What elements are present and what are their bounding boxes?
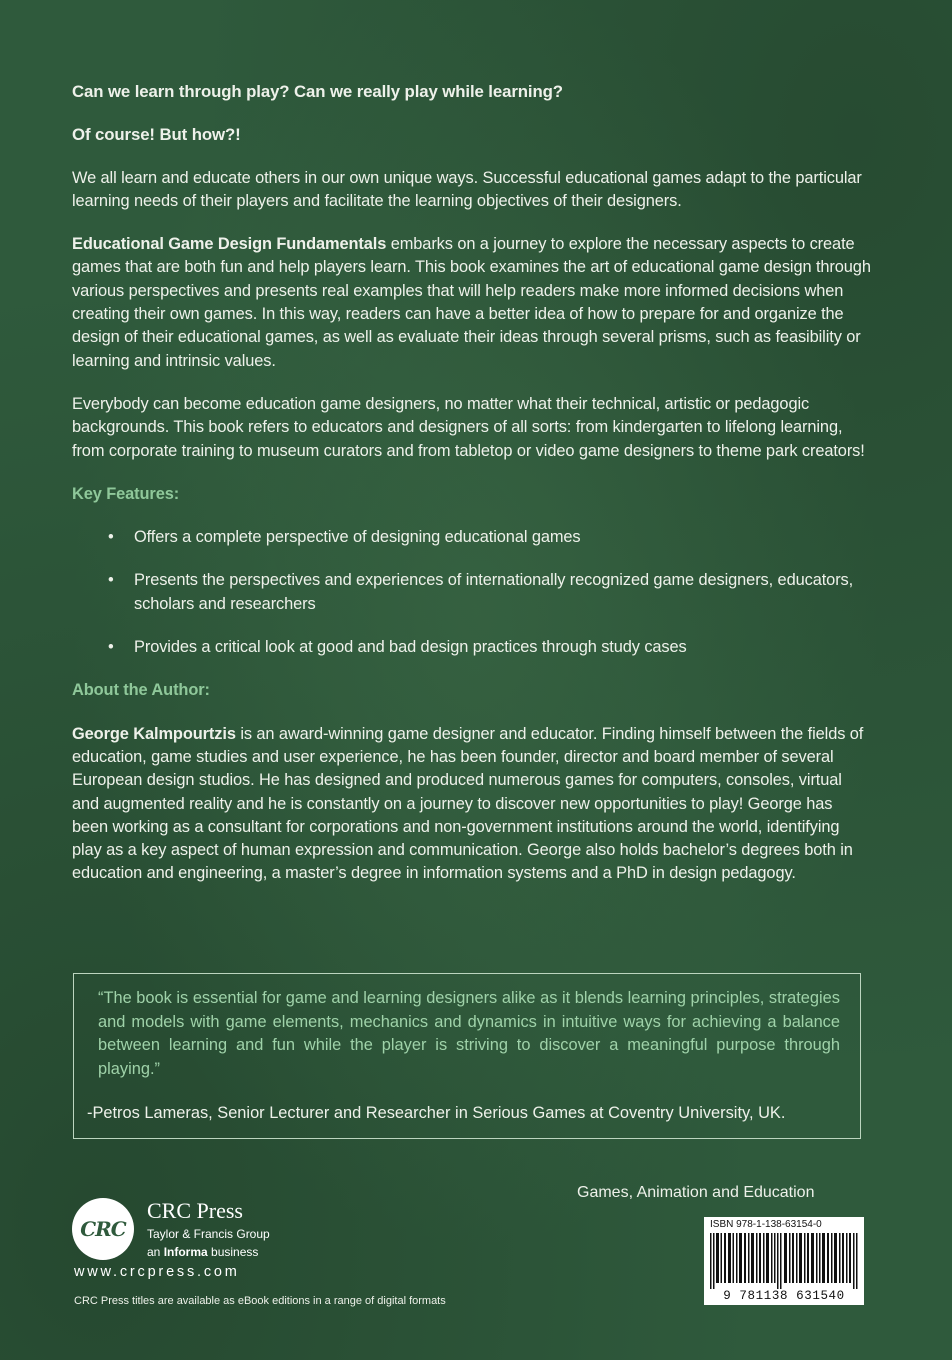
key-features-list xyxy=(72,526,872,659)
intro-paragraph-1: We all learn and educate others in our own unique ways. Successful educational games adapt to the particular learning needs of their players and facilitate the learning objectives of their designers. xyxy=(72,168,862,210)
back-cover-body xyxy=(72,80,872,906)
feature-text: Offers a complete perspective of designing educational games xyxy=(134,528,581,547)
isbn-label: ISBN 978-1-138-63154-0 xyxy=(710,1219,822,1230)
bullet-icon: • xyxy=(108,571,114,590)
ebook-note: CRC Press titles are available as eBook editions in a range of digital formats xyxy=(74,1295,446,1307)
testimonial-box xyxy=(73,973,861,1139)
publisher-name: CRC Press xyxy=(147,1198,243,1223)
crc-logo-text: CRC xyxy=(80,1217,126,1241)
feature-item xyxy=(72,569,872,616)
feature-item xyxy=(72,526,872,549)
series-name: Games, Animation and Education xyxy=(577,1184,815,1201)
author-bio xyxy=(72,723,872,886)
bullet-icon: • xyxy=(108,638,114,657)
intro-paragraph-3: Everybody can become education game designers, no matter what their technical, artistic or pedagogic backgrounds. This book refers to educators and designers of all sorts: from kindergarten to lifelong learning, from corporate training to museum curators and from tabletop or video game designers to theme park creators! xyxy=(72,394,865,460)
barcode-icon xyxy=(710,1233,858,1289)
feature-text: Provides a critical look at good and bad design practices through study cases xyxy=(134,638,687,657)
author-bio-text: is an award-winning game designer and educator. Finding himself between the fields of education, game studies and user experience, he has been founder, director and board member of several European design studios. He has designed and produced numerous games for computers, consoles, virtual and augmented reality and he is constantly on a journey to discover new opportunities to play! George has been working as a consultant for corporations and non-government institutions around the world, identifying play as a key aspect of human expression and communication. George also holds bachelor’s degrees both in education and engineering, a master’s degree in information systems and a PhD in design pedagogy. xyxy=(72,724,864,883)
feature-item xyxy=(72,636,872,659)
intro-question: Can we learn through play? Can we really play while learning? xyxy=(72,82,563,101)
testimonial-attribution: -Petros Lameras, Senior Lecturer and Researcher in Serious Games at Coventry University, UK. xyxy=(87,1104,786,1122)
publisher-group: Taylor & Francis Group xyxy=(147,1227,270,1241)
about-author-heading: About the Author: xyxy=(72,681,210,700)
intro-paragraph-2 xyxy=(72,233,872,373)
publisher-website: www.crcpress.com xyxy=(74,1264,240,1280)
bullet-icon: • xyxy=(108,528,114,547)
testimonial-text: “The book is essential for game and learning designers alike as it blends learning principles, strategies and models with game elements, mechanics and dynamics in intuitive ways for achieving a balance between learning and fun while the player is striving to discover a meaningful purpose through playing.” xyxy=(98,989,840,1078)
book-title-inline: Educational Game Design Fundamentals xyxy=(72,235,387,254)
informa-line: an Informa business xyxy=(147,1245,259,1259)
key-features-heading: Key Features: xyxy=(72,484,180,503)
crc-logo-icon xyxy=(72,1198,134,1260)
feature-text: Presents the perspectives and experiences of internationally recognized game designers, educators, scholars and researchers xyxy=(134,571,854,613)
author-name: George Kalmpourtzis xyxy=(72,724,236,743)
intro-answer: Of course! But how?! xyxy=(72,125,241,145)
isbn-barcode-block xyxy=(704,1217,864,1305)
intro-paragraph-2-text: embarks on a journey to explore the necessary aspects to create games that are both fun and help players learn. This book examines the art of educational game design through various perspectives and presents real examples that will help readers make more informed decisions when creating their own games. In this way, readers can have a better idea of how to prepare for and organize the design of their educational games, as well as evaluate their ideas through several prisms, such as feasibility or learning and intrinsic values. xyxy=(72,235,871,370)
barcode-digits: 9 781138 631540 xyxy=(723,1289,845,1303)
